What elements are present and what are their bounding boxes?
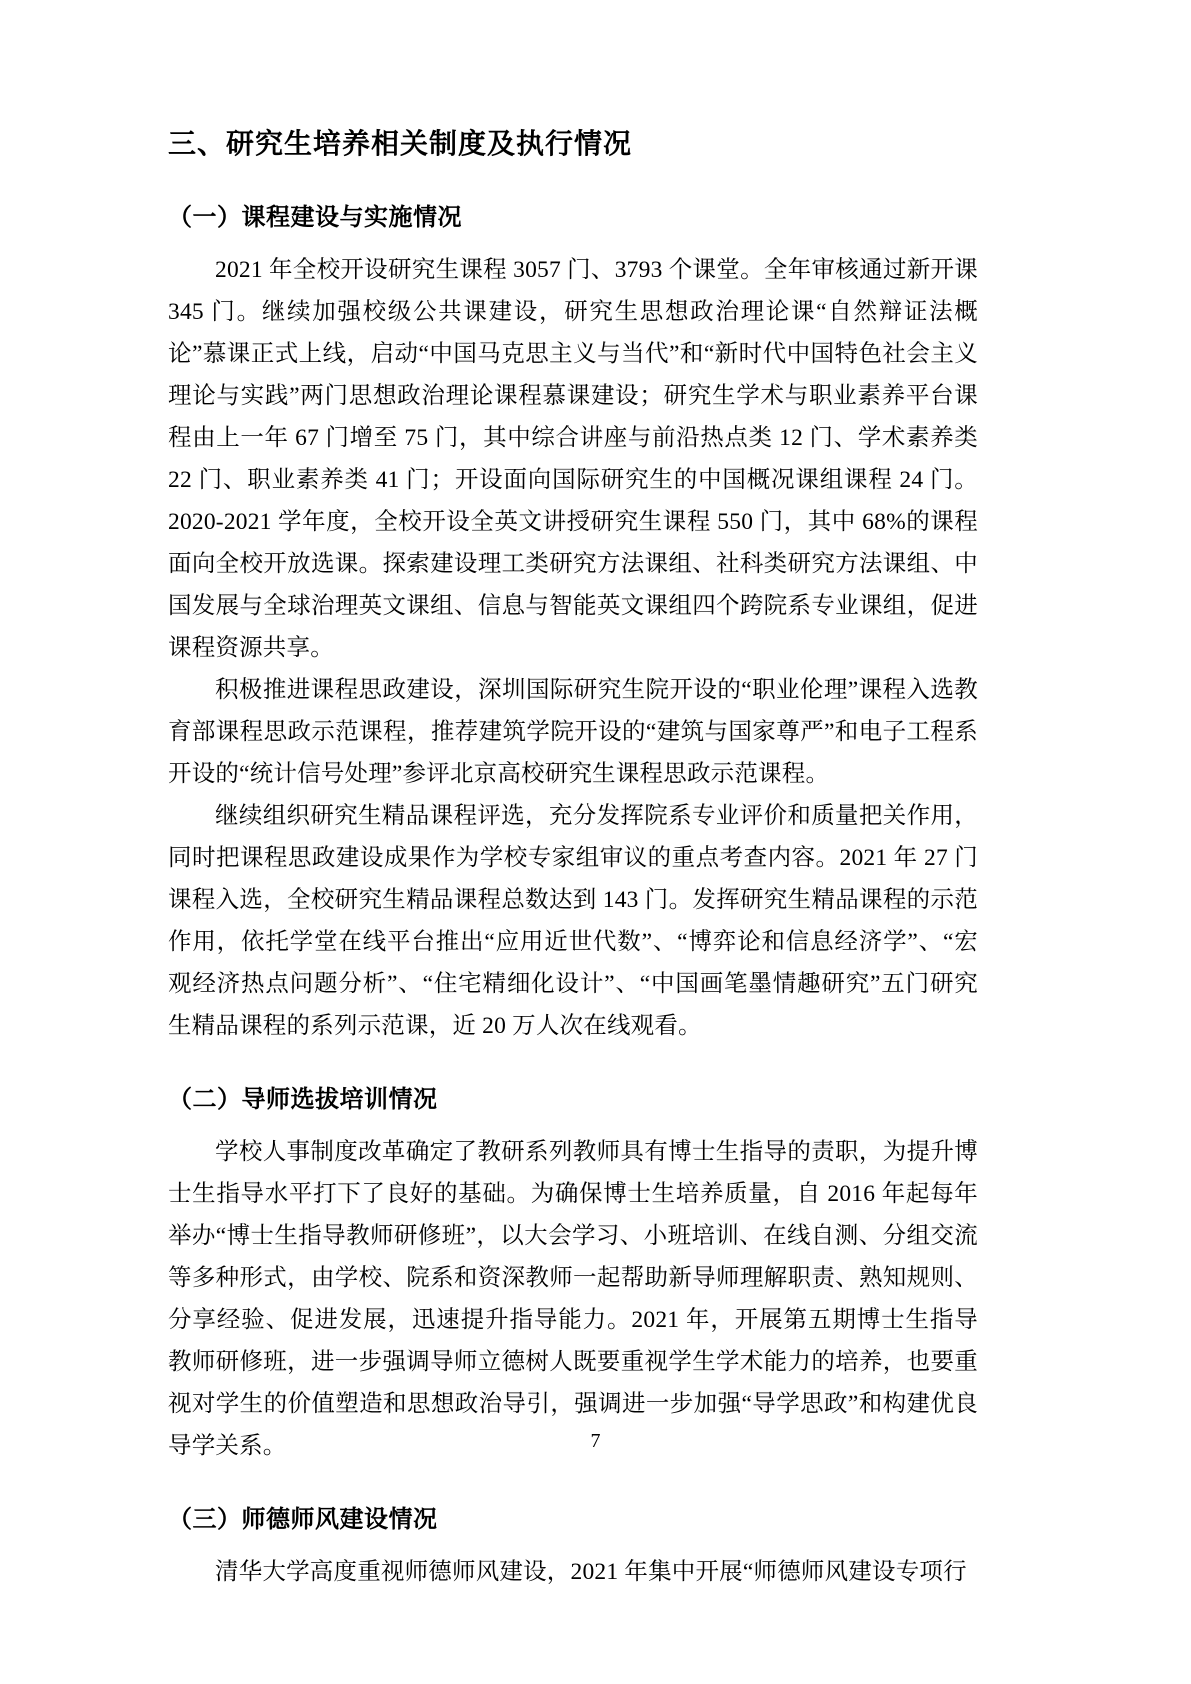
section-heading-1: （一）课程建设与实施情况 (168, 203, 462, 232)
section-heading-2: （二）导师选拔培训情况 (168, 1085, 438, 1114)
paragraph: 2021 年全校开设研究生课程 3057 门、3793 个课堂。全年审核通过新开课 345 门。继续加强校级公共课建设，研究生思想政治理论课“自然辩证法概论”慕课正式上线，启动“中国马克思主义与当代”和“新时代中国特色社会主义理论与实践”两门思想政治理论课程慕课建设；研究生学术与职业素养平台课程由上一年 67 门增至 75 门，其中综合讲座与前沿热点类 12 门、学术素养类 22 门、职业素养类 41 门；开设面向国际研究生的中国概况课组课程 24 门。2020-2021 学年度，全校开设全英文讲授研究生课程 550 门，其中 68%的课程面向全校开放选课。探索建设理工类研究方法课组、社科类研究方法课组、中国发展与全球治理英文课组、信息与智能英文课组四个跨院系专业课组，促进课程资源共享。 (168, 257, 978, 662)
page-title: 三、研究生培养相关制度及执行情况 (168, 127, 633, 160)
paragraph: 继续组织研究生精品课程评选，充分发挥院系专业评价和质量把关作用，同时把课程思政建设成果作为学校专家组审议的重点考查内容。2021 年 27 门课程入选，全校研究生精品课程总数达到 143 门。发挥研究生精品课程的示范作用，依托学堂在线平台推出“应用近世代数”、“博弈论和信息经济学”、“宏观经济热点问题分析”、“住宅精细化设计”、“中国画笔墨情趣研究”五门研究生精品课程的系列示范课，近 20 万人次在线观看。 (168, 803, 978, 1040)
section-heading-3: （三）师德师风建设情况 (168, 1505, 438, 1534)
paragraph: 学校人事制度改革确定了教研系列教师具有博士生指导的责职，为提升博士生指导水平打下了良好的基础。为确保博士生培养质量，自 2016 年起每年举办“博士生指导教师研修班”，以大会学习、小班培训、在线自测、分组交流等多种形式，由学校、院系和资深教师一起帮助新导师理解职责、熟知规则、分享经验、促进发展，迅速提升指导能力。2021 年，开展第五期博士生指导教师研修班，进一步强调导师立德树人既要重视学生学术能力的培养，也要重视对学生的价值塑造和思想政治导引，强调进一步加强“导学思政”和构建优良导学关系。 (168, 1139, 978, 1460)
paragraph: 清华大学高度重视师德师风建设，2021 年集中开展“师德师风建设专项行 (215, 1559, 967, 1586)
paragraph: 积极推进课程思政建设，深圳国际研究生院开设的“职业伦理”课程入选教育部课程思政示范课程，推荐建筑学院开设的“建筑与国家尊严”和电子工程系开设的“统计信号处理”参评北京高校研究生课程思政示范课程。 (168, 677, 978, 788)
page-number: 7 (590, 1430, 601, 1452)
page-content (168, 124, 978, 1593)
